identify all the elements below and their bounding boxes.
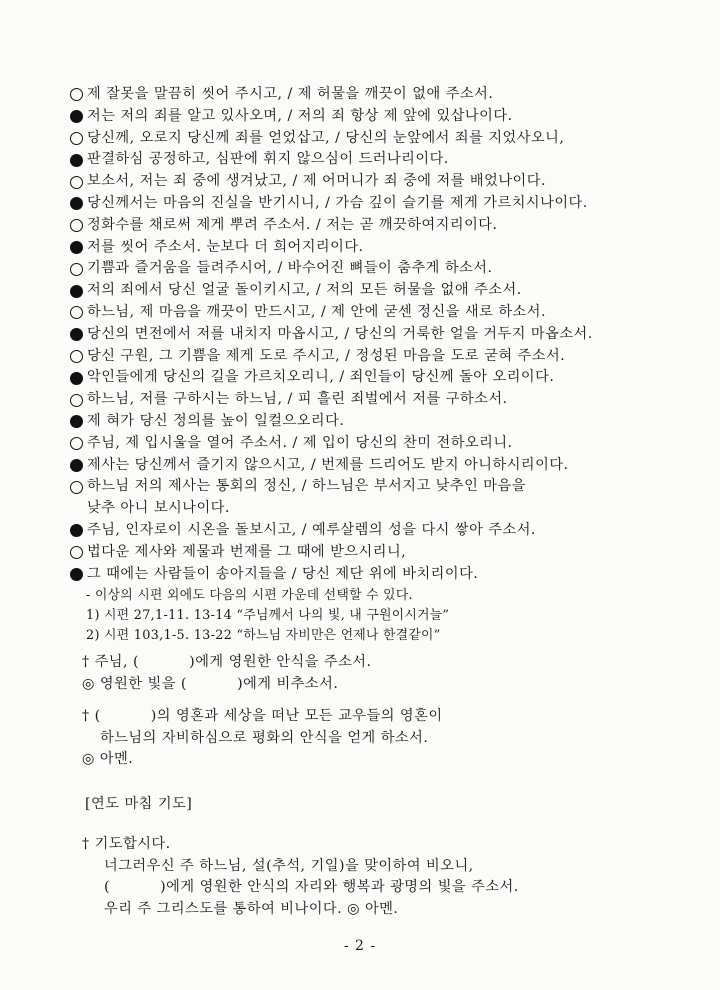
verse-text: 악인들에게 당신의 길을 가르치오리니, / 죄인들이 당신께 돌아 오리이다. bbox=[87, 369, 555, 386]
response-line: ◎ 아멘. bbox=[82, 751, 134, 767]
verse-marker bbox=[70, 106, 87, 128]
verse-marker bbox=[70, 84, 87, 106]
verse-marker bbox=[70, 411, 87, 433]
eternal-rest-prayer bbox=[82, 652, 372, 695]
verse-text: 저를 씻어 주소서. 눈보다 더 희어지리이다. bbox=[87, 238, 364, 255]
psalm-verse-line bbox=[70, 476, 700, 520]
verse-text: 주님, 인자로이 시온을 돌보시고, / 예루살렘의 성을 다시 쌓아 주소서. bbox=[87, 521, 536, 538]
psalm-verse-line bbox=[70, 149, 700, 171]
verse-text: 당신께서는 마음의 진실을 반기시니, / 가슴 깊이 슬기를 제게 가르치시나이다. bbox=[87, 194, 588, 211]
closing-prayer bbox=[82, 834, 519, 920]
verse-text: 법다운 제사와 제물과 번제를 그 때에 받으시리니, bbox=[87, 543, 407, 560]
verse-text: 하느님, 제 마음을 깨끗이 만드시고, / 제 안에 굳센 정신을 새로 하소서. bbox=[87, 303, 546, 320]
verse-text: 보소서, 저는 죄 중에 생겨났고, / 제 어머니가 죄 중에 저를 배었나이다. bbox=[87, 173, 546, 190]
note-line: 2) 시편 103,1-5. 13-22 “하느님 자비만은 언제나 한결같이” bbox=[86, 628, 441, 643]
prayer-line: † 기도합시다. bbox=[82, 836, 171, 852]
verse-text: 제사는 당신께서 즐기지 않으시고, / 번제를 드리어도 받지 아니하시리이다. bbox=[87, 456, 569, 473]
psalm-verse-line bbox=[70, 193, 700, 215]
response-line: ◎ 영원한 빛을 ( )에게 비추소서. bbox=[82, 675, 339, 692]
psalm-verse-line bbox=[70, 520, 700, 542]
verse-marker bbox=[70, 389, 87, 411]
verse-marker bbox=[70, 520, 87, 542]
psalm-verse-line bbox=[70, 302, 700, 324]
open-circle-icon bbox=[70, 306, 83, 319]
psalm-verse-line bbox=[70, 367, 700, 389]
prayer-line: † ( )의 영혼과 세상을 떠난 모든 교우들의 영혼이 bbox=[82, 708, 443, 724]
filled-circle-icon bbox=[70, 568, 83, 581]
psalm-verse-line bbox=[70, 433, 700, 455]
open-circle-icon bbox=[70, 88, 83, 101]
verse-text: 당신께, 오로지 당신께 죄를 얻었삽고, / 당신의 눈앞에서 죄를 지었사오니, bbox=[87, 129, 565, 146]
filled-circle-icon bbox=[70, 285, 83, 298]
section-heading: [연도 마침 기도] bbox=[85, 796, 193, 812]
verse-text: 판결하심 공정하고, 심판에 휘지 않으심이 드러나리이다. bbox=[87, 151, 449, 168]
open-circle-icon bbox=[70, 219, 83, 232]
verse-marker bbox=[70, 215, 87, 237]
filled-circle-icon bbox=[70, 372, 83, 385]
verse-text: 기쁨과 즐거움을 들려주시어, / 바수어진 뼈들이 춤추게 하소서. bbox=[87, 260, 493, 277]
psalm-verse-line bbox=[70, 128, 700, 150]
verse-text: 당신 구원, 그 기쁨을 제게 도로 주시고, / 정성된 마음을 도로 굳혀 주소서. bbox=[87, 347, 566, 364]
open-circle-icon bbox=[70, 481, 83, 494]
open-circle-icon bbox=[70, 437, 83, 450]
verse-marker bbox=[70, 324, 87, 346]
psalm-verse-line bbox=[70, 389, 700, 411]
verse-marker bbox=[70, 258, 87, 280]
verse-text: 하느님 저의 제사는 통회의 정신, / 하느님은 부서지고 낮추인 마음을 낮추 아니 보시나이다. bbox=[87, 478, 526, 517]
psalm-verse-line bbox=[70, 237, 700, 259]
verse-marker bbox=[70, 367, 87, 389]
verse-marker bbox=[70, 280, 87, 302]
filled-circle-icon bbox=[70, 154, 83, 167]
prayer-line: 하느님의 자비하심으로 평화의 안식을 얻게 하소서. bbox=[100, 729, 429, 746]
psalm-verse-line bbox=[70, 324, 700, 346]
open-circle-icon bbox=[70, 263, 83, 276]
prayer-line: 너그러우신 주 하느님, 설(추석, 기일)을 맞이하여 비오니, bbox=[104, 857, 474, 874]
verse-text: 제 잘못을 말끔히 씻어 주시고, / 제 허물을 깨끗이 없애 주소서. bbox=[87, 86, 494, 102]
psalm-verse-line bbox=[70, 542, 700, 564]
verse-marker bbox=[70, 237, 87, 259]
open-circle-icon bbox=[70, 350, 83, 363]
verse-text: 그 때에는 사람들이 송아지들을 / 당신 제단 위에 바치리이다. bbox=[87, 565, 479, 582]
verse-text: 정화수를 채로써 제게 뿌려 주소서. / 저는 곧 깨끗하여지리이다. bbox=[87, 216, 498, 233]
verse-text: 당신의 면전에서 저를 내치지 마옵시고, / 당신의 거룩한 얼을 거두지 마옵소서. bbox=[87, 325, 593, 342]
psalm-verse-line bbox=[70, 346, 700, 368]
filled-circle-icon bbox=[70, 459, 83, 472]
open-circle-icon bbox=[70, 394, 83, 407]
filled-circle-icon bbox=[70, 415, 83, 428]
verse-marker bbox=[70, 193, 87, 215]
psalm-verse-line bbox=[70, 564, 700, 586]
psalm-verse-line bbox=[70, 171, 700, 193]
verse-text: 제 혀가 당신 정의를 높이 일컬으오리다. bbox=[87, 412, 345, 429]
psalm-verse-line bbox=[70, 84, 700, 106]
psalm-verse-line bbox=[70, 455, 700, 477]
souls-prayer bbox=[82, 706, 443, 771]
prayer-line: † 주님, ( )에게 영원한 안식을 주소서. bbox=[82, 654, 372, 670]
psalm-verse-line bbox=[70, 215, 700, 237]
note-line: 1) 시편 27,1-11. 13-14 “주님께서 나의 빛, 내 구원이시거늘” bbox=[86, 608, 450, 623]
prayer-line: 우리 주 그리스도를 통하여 비나이다. ◎ 아멘. bbox=[104, 900, 399, 917]
verse-text: 주님, 제 입시울을 열어 주소서. / 제 입이 당신의 찬미 전하오리니. bbox=[87, 434, 513, 451]
verse-marker bbox=[70, 346, 87, 368]
filled-circle-icon bbox=[70, 241, 83, 254]
verse-text: 저의 죄에서 당신 얼굴 돌이키시고, / 저의 모든 허물을 없애 주소서. bbox=[87, 282, 522, 299]
verse-text: 저는 저의 죄를 알고 있사오며, / 저의 죄 항상 제 앞에 있삽나이다. bbox=[87, 107, 513, 124]
verse-marker bbox=[70, 455, 87, 477]
psalm-verse-line bbox=[70, 280, 700, 302]
verse-marker bbox=[70, 433, 87, 455]
filled-circle-icon bbox=[70, 197, 83, 210]
psalm-verse-line bbox=[70, 258, 700, 280]
verse-text: 하느님, 저를 구하시는 하느님, / 피 흘린 죄벌에서 저를 구하소서. bbox=[87, 391, 508, 408]
verse-marker bbox=[70, 149, 87, 171]
psalm-verses bbox=[70, 84, 700, 585]
open-circle-icon bbox=[70, 132, 83, 145]
note-line: - 이상의 시편 외에도 다음의 시편 가운데 선택할 수 있다. bbox=[86, 588, 413, 603]
prayer-line: ( )에게 영원한 안식의 자리와 행복과 광명의 빛을 주소서. bbox=[104, 879, 519, 895]
page-number: - 2 - bbox=[343, 938, 377, 954]
filled-circle-icon bbox=[70, 524, 83, 537]
open-circle-icon bbox=[70, 546, 83, 559]
verse-marker bbox=[70, 128, 87, 150]
verse-marker bbox=[70, 476, 87, 498]
open-circle-icon bbox=[70, 176, 83, 189]
psalm-verse-line bbox=[70, 106, 700, 128]
filled-circle-icon bbox=[70, 110, 83, 123]
verse-marker bbox=[70, 542, 87, 564]
filled-circle-icon bbox=[70, 328, 83, 341]
verse-marker bbox=[70, 302, 87, 324]
alternative-psalms-note bbox=[86, 586, 449, 646]
verse-marker bbox=[70, 564, 87, 586]
verse-marker bbox=[70, 171, 87, 193]
psalm-verse-line bbox=[70, 411, 700, 433]
